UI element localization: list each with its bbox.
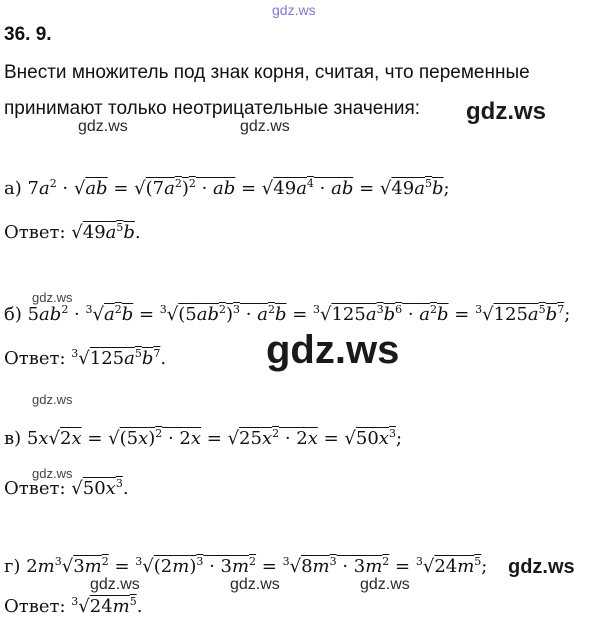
item-a-label: а) — [4, 178, 22, 199]
item-c-formula: $5x√2x = √(5x)^2 \cdot 2x = √25x^2 \cdot 2x = √50x^3$; — [26, 427, 403, 449]
item-a-answer-label: Ответ: — [4, 222, 66, 243]
watermark-11: gdz.ws — [360, 576, 410, 593]
watermark-1: gdz.ws — [466, 98, 547, 125]
watermark-8: gdz.ws — [508, 556, 575, 578]
watermark-2: gdz.ws — [78, 118, 128, 135]
item-d-answer — [4, 596, 142, 617]
item-a-formula: $7a^2 \cdot √ab = √(7a^2)^2$ · ab = $√49a^4$ · ab = $√49a^5b$; — [27, 177, 450, 199]
item-a-answer-value: $√49a^5b$. — [71, 221, 141, 243]
item-d-equation — [4, 556, 487, 577]
item-d-answer-value: $^3√24m^5$. — [71, 595, 143, 617]
watermark-10: gdz.ws — [230, 576, 280, 593]
instruction-line-1: Внести множитель под знак корня, считая, что переменные — [4, 62, 530, 83]
item-d-label: г) — [4, 556, 21, 577]
item-a-answer — [4, 222, 141, 243]
instruction-line-2: принимают только неотрицательные значения: — [4, 98, 421, 119]
item-d-formula: $2m^3√3m^2 = ^3√(2m)^3 \cdot 3m^2 = ^3√8m^3 \cdot 3m^2 = ^3√24m^5$; — [26, 555, 488, 577]
item-b-label: б) — [4, 304, 22, 325]
problem-number: 36. 9. — [4, 24, 52, 45]
item-b-answer — [4, 348, 166, 369]
item-a-equation — [4, 178, 450, 199]
watermark-9: gdz.ws — [90, 576, 140, 593]
item-b-answer-label: Ответ: — [4, 348, 66, 369]
item-b-formula: $5ab^2 \cdot ^3√a^2b = ^3√(5ab^2)^3 \cdot a^2b = ^3√125a^3b^6 \cdot a^2b = ^3√125a^5b^7$; — [27, 303, 571, 325]
watermark-6: gdz.ws — [32, 392, 73, 407]
watermark-5: gdz.ws — [266, 328, 400, 372]
item-b-answer-value: $^3√125a^5b^7$. — [71, 347, 167, 369]
watermark-7: gdz.ws — [32, 466, 73, 481]
watermark-3: gdz.ws — [240, 118, 290, 135]
item-c-answer-value: $√50x^3$. — [71, 477, 129, 499]
item-c-equation — [4, 428, 402, 449]
item-c-answer-label: Ответ: — [4, 478, 66, 499]
item-c-label: в) — [4, 428, 22, 449]
item-b-equation — [4, 304, 570, 325]
watermark-4: gdz.ws — [32, 290, 73, 305]
watermark-top: gdz.ws — [272, 2, 316, 18]
item-d-answer-label: Ответ: — [4, 596, 66, 617]
item-c-answer — [4, 478, 129, 499]
